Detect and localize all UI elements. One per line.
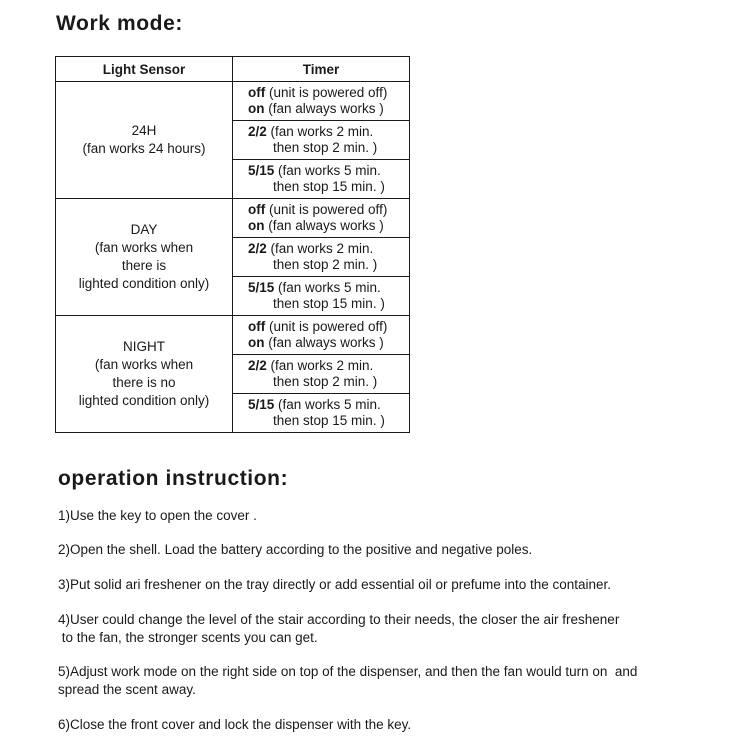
timer-desc: then stop 15 min. ): [273, 296, 385, 311]
work-mode-table: [55, 56, 410, 433]
table-header-row: [56, 57, 410, 82]
header-timer: Timer: [233, 57, 410, 82]
timer-key: 2/2: [248, 124, 267, 139]
sensor-line: 24H: [131, 123, 157, 138]
timer-key: off: [248, 202, 266, 217]
timer-desc: (fan always works ): [264, 335, 384, 350]
timer-key: 5/15: [248, 163, 275, 178]
sensor-line: lighted condition only): [78, 393, 210, 408]
instruction-line: 6)Close the front cover and lock the dispenser with the key.: [58, 717, 412, 732]
table-row: [56, 199, 410, 238]
instruction-line: 5)Adjust work mode on the right side on top of the dispenser, and then the fan would turn on and: [58, 664, 638, 679]
timer-cell-2-2: [233, 238, 410, 277]
instruction-line: 2)Open the shell. Load the battery according to the positive and negative poles.: [58, 542, 533, 557]
timer-cell-5-15: [233, 394, 410, 433]
timer-desc: then stop 2 min. ): [273, 374, 378, 389]
timer-key: on: [248, 335, 265, 350]
timer-desc: (fan works 5 min.: [274, 280, 381, 295]
timer-cell-off-on: [233, 82, 410, 121]
timer-desc: then stop 15 min. ): [273, 413, 385, 428]
timer-desc: (fan works 2 min.: [266, 124, 374, 139]
sensor-line: (fan works when: [94, 240, 194, 255]
sensor-line: there is: [121, 258, 167, 273]
timer-key: 2/2: [248, 358, 267, 373]
timer-desc: then stop 15 min. ): [273, 179, 385, 194]
instruction-line: 1)Use the key to open the cover .: [58, 508, 257, 523]
timer-desc: (fan works 5 min.: [274, 397, 381, 412]
timer-cell-5-15: [233, 277, 410, 316]
sensor-mode-24h: [56, 82, 233, 199]
timer-desc: (fan works 5 min.: [274, 163, 381, 178]
sensor-line: lighted condition only): [78, 276, 210, 291]
table-row: [56, 82, 410, 121]
timer-desc: (unit is powered off): [265, 202, 388, 217]
sensor-line: NIGHT: [123, 339, 165, 354]
timer-cell-off-on: [233, 199, 410, 238]
page-title: Work mode:: [56, 12, 183, 35]
instruction-line: to the fan, the stronger scents you can get.: [58, 630, 318, 645]
timer-key: on: [248, 101, 265, 116]
instruction-step-4: [58, 611, 619, 647]
timer-key: 2/2: [248, 241, 267, 256]
timer-key: 5/15: [248, 280, 275, 295]
sensor-line: (fan works 24 hours): [82, 141, 206, 156]
instructions-title: operation instruction:: [58, 467, 289, 490]
table-row: [56, 316, 410, 355]
timer-desc: then stop 2 min. ): [273, 140, 378, 155]
timer-desc: (fan always works ): [264, 218, 384, 233]
timer-cell-2-2: [233, 121, 410, 160]
timer-desc: (fan works 2 min.: [266, 241, 374, 256]
timer-desc: then stop 2 min. ): [273, 257, 378, 272]
instruction-line: 4)User could change the level of the stair according to their needs, the closer the air freshener: [58, 612, 620, 627]
timer-cell-2-2: [233, 355, 410, 394]
instruction-step-3: [58, 576, 611, 594]
instruction-step-2: [58, 541, 532, 559]
instruction-step-1: [58, 507, 257, 525]
timer-cell-off-on: [233, 316, 410, 355]
timer-desc: (fan works 2 min.: [266, 358, 374, 373]
sensor-line: there is no: [112, 375, 176, 390]
timer-key: off: [248, 85, 266, 100]
timer-desc: (fan always works ): [264, 101, 384, 116]
timer-desc: (unit is powered off): [265, 85, 388, 100]
sensor-line: (fan works when: [94, 357, 194, 372]
header-light-sensor: Light Sensor: [56, 57, 233, 82]
sensor-mode-day: [56, 199, 233, 316]
timer-key: on: [248, 218, 265, 233]
instruction-line: spread the scent away.: [58, 682, 196, 697]
timer-desc: (unit is powered off): [265, 319, 388, 334]
instruction-step-6: [58, 716, 411, 734]
sensor-line: DAY: [130, 222, 158, 237]
instruction-step-5: [58, 663, 637, 699]
timer-cell-5-15: [233, 160, 410, 199]
timer-key: 5/15: [248, 397, 275, 412]
instruction-line: 3)Put solid ari freshener on the tray directly or add essential oil or prefume into the container.: [58, 577, 612, 592]
timer-key: off: [248, 319, 266, 334]
sensor-mode-night: [56, 316, 233, 433]
